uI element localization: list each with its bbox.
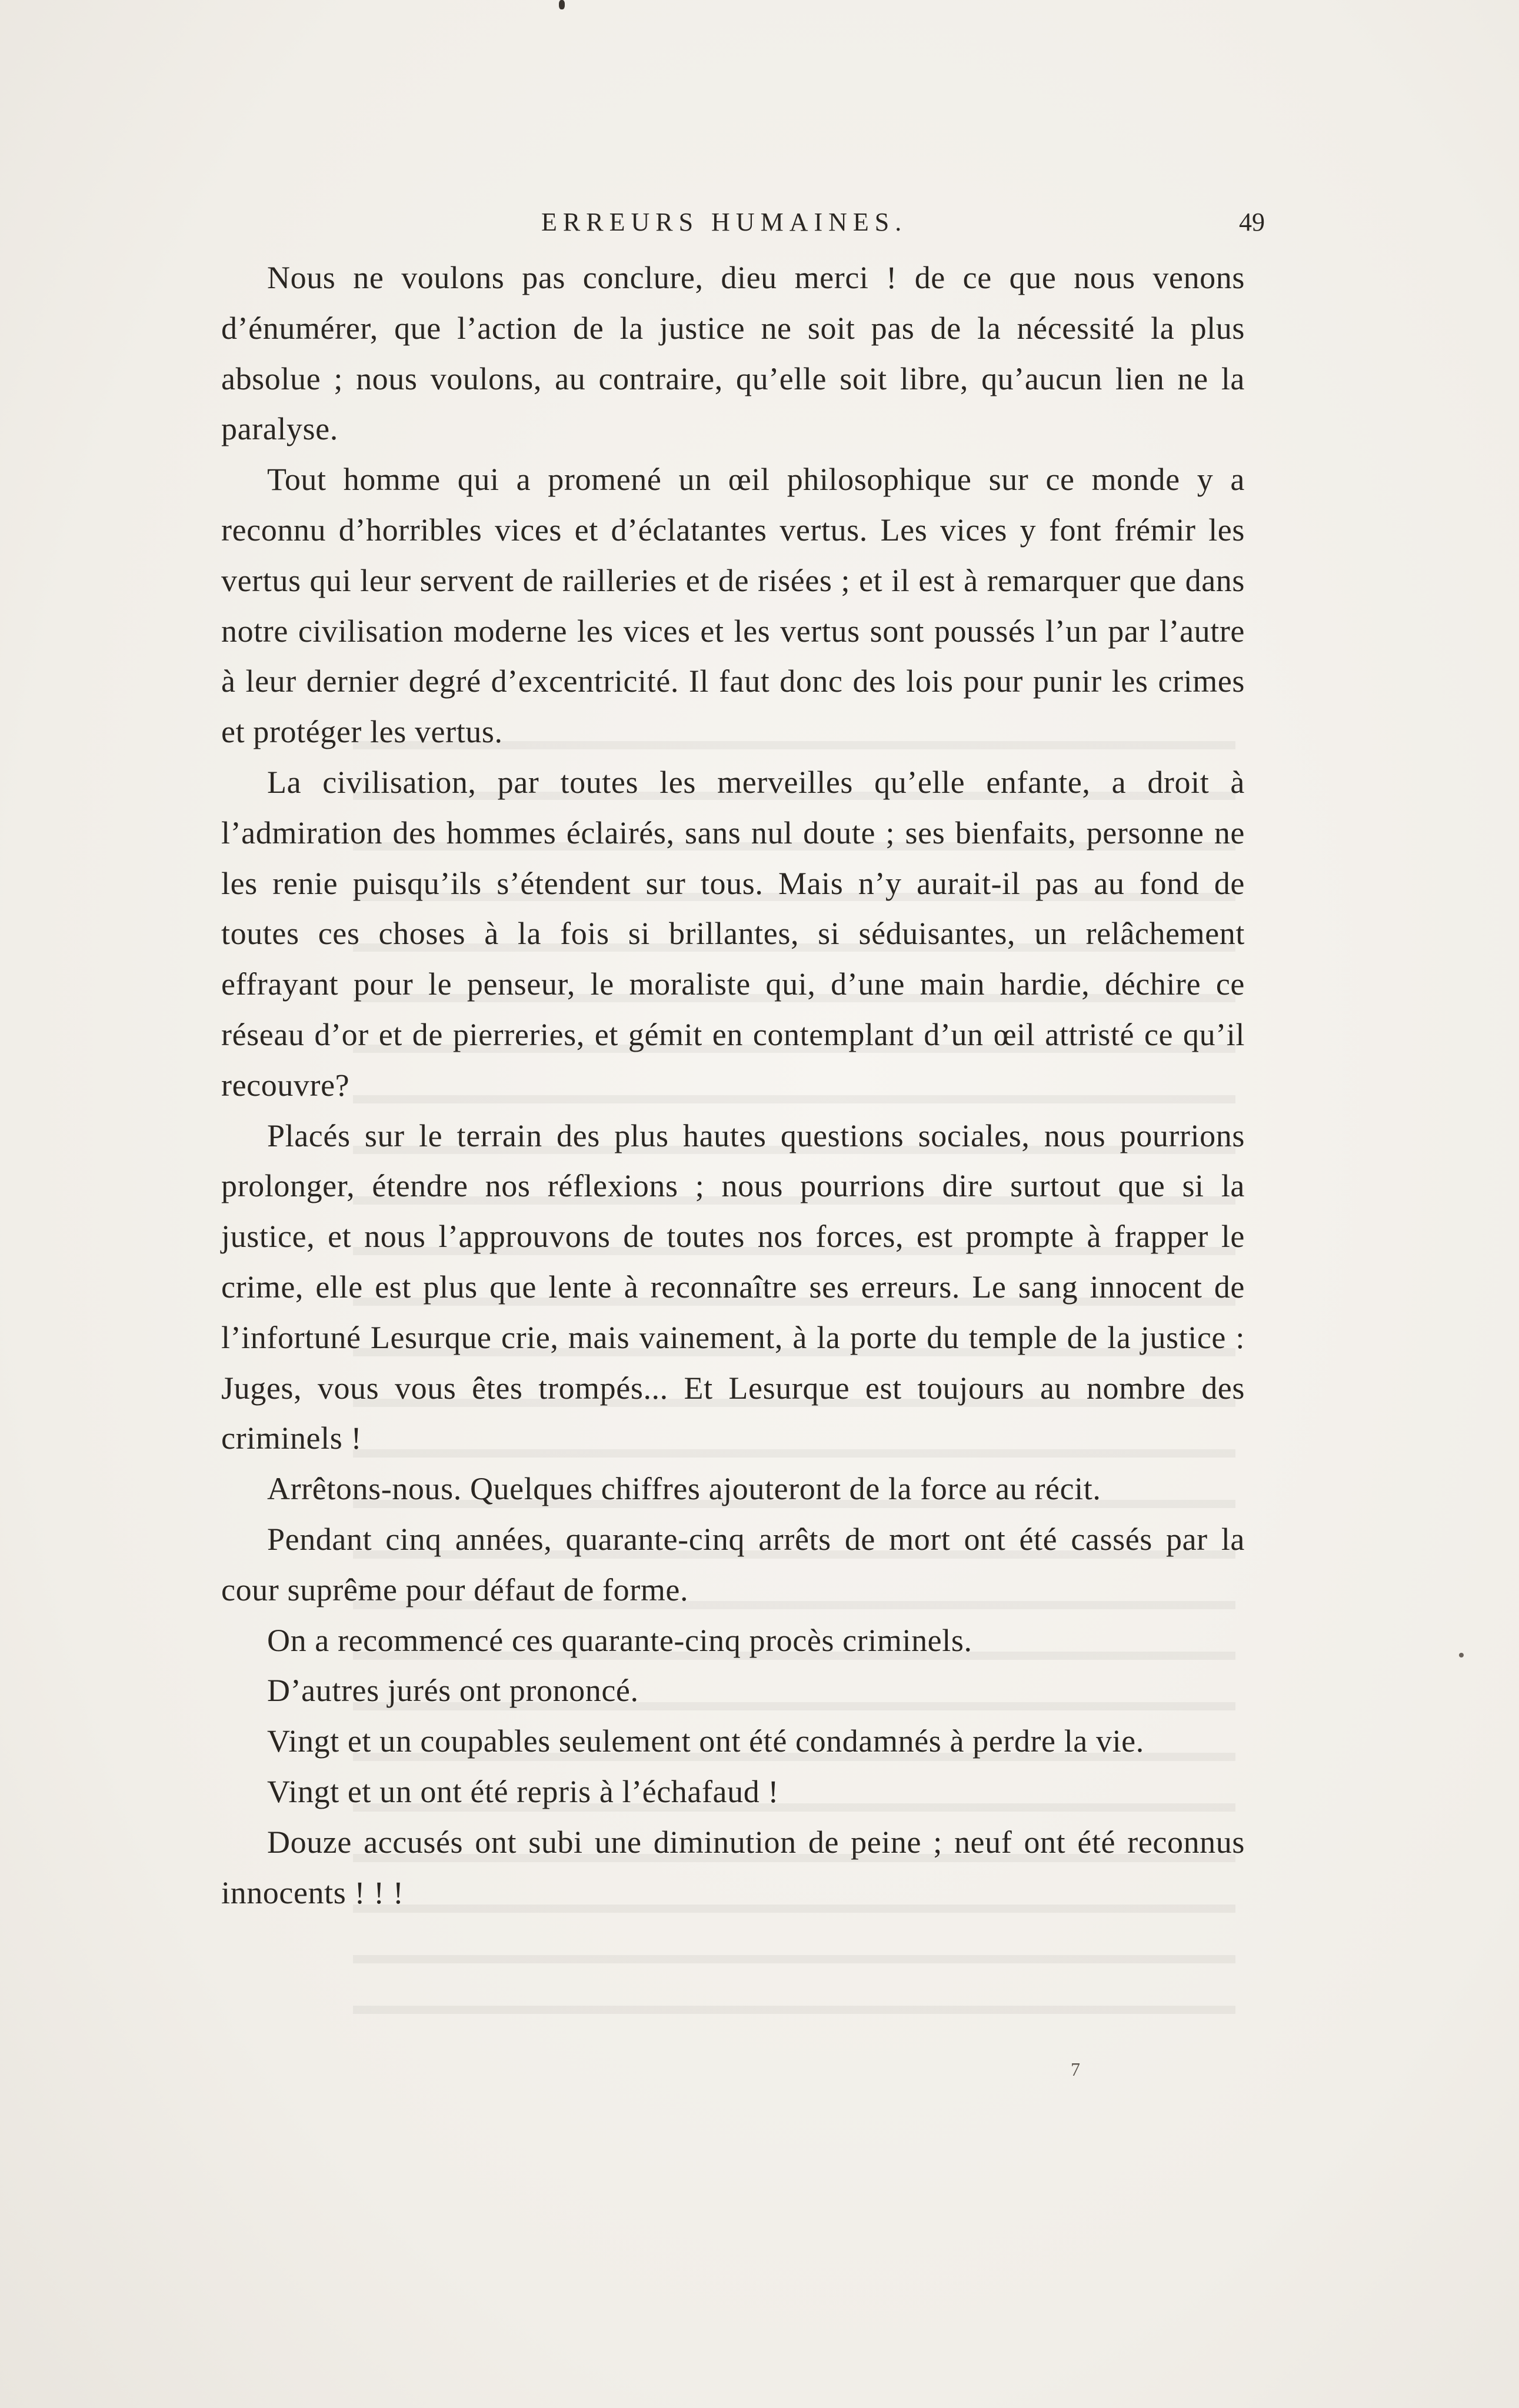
signature-mark: 7 (1071, 2059, 1080, 2080)
ink-spot (559, 0, 565, 9)
paragraph: Vingt et un ont été repris à l’échafaud ! (267, 1773, 780, 1809)
paragraph: D’autres jurés ont prononcé. (267, 1673, 639, 1709)
paragraph: Arrêtons-nous. Quelques chiffres ajouteront de la force au récit. (267, 1471, 1101, 1507)
paragraph: Pendant cinq années, quarante-cinq arrêts de mort ont été cassés par la cour suprême pour défaut de forme. (221, 1521, 1245, 1607)
running-title: ERREURS HUMAINES. (541, 208, 908, 236)
ink-spot-margin (1459, 1653, 1464, 1657)
paragraph: Nous ne voulons pas conclure, dieu merci ! de ce que nous venons d’énumérer, que l’action de la justice ne soit pas de la nécessité la plus absolue ; nous voulons, au contraire, qu’elle soit libre, qu’aucun lien ne la paralyse. (221, 260, 1245, 447)
page-number: 49 (1239, 208, 1265, 236)
paragraph: Douze accusés ont subi une diminution de peine ; neuf ont été reconnus innocents ! ! ! (221, 1824, 1245, 1910)
paragraph: La civilisation, par toutes les merveilles qu’elle enfante, a droit à l’admiration des hommes éclairés, sans nul doute ; ses bienfaits, personne ne les renie puisqu’ils s’étendent sur tous. Mais n’y aurait-il pas au fond de toutes ces choses à la fois si brillantes, si séduisantes, un relâchement effrayant pour le penseur, le moraliste qui, d’une main hardie, déchire ce réseau d’or et de pierreries, et gémit en contemplant d’un œil attristé ce qu’il recouvre? (221, 764, 1245, 1103)
body-text (221, 253, 1245, 1918)
paragraph: Tout homme qui a promené un œil philosophique sur ce monde y a reconnu d’horribles vices et d’éclatantes vertus. Les vices y font frémir les vertus qui leur servent de railleries et de risées ; et il est à remarquer que dans notre civilisation moderne les vices et les vertus sont poussés l’un par l’autre à leur dernier degré d’excentricité. Il faut donc des lois pour punir les crimes et protéger les vertus. (221, 462, 1245, 750)
paragraph: On a recommencé ces quarante-cinq procès criminels. (267, 1622, 972, 1658)
paragraph: Placés sur le terrain des plus hautes questions sociales, nous pourrions prolonger, étendre nos réflexions ; nous pourrions dire surtout que si la justice, et nous l’approuvons de toutes nos forces, est prompte à frapper le crime, elle est plus que lente à reconnaître ses erreurs. Le sang innocent de l’infortuné Lesurque crie, mais vainement, à la porte du temple de la justice : Juges, vous vous êtes trompés... Et Lesurque est toujours au nombre des criminels ! (221, 1118, 1245, 1456)
running-head (224, 207, 1265, 242)
paragraph: Vingt et un coupables seulement ont été condamnés à perdre la vie. (267, 1723, 1144, 1759)
